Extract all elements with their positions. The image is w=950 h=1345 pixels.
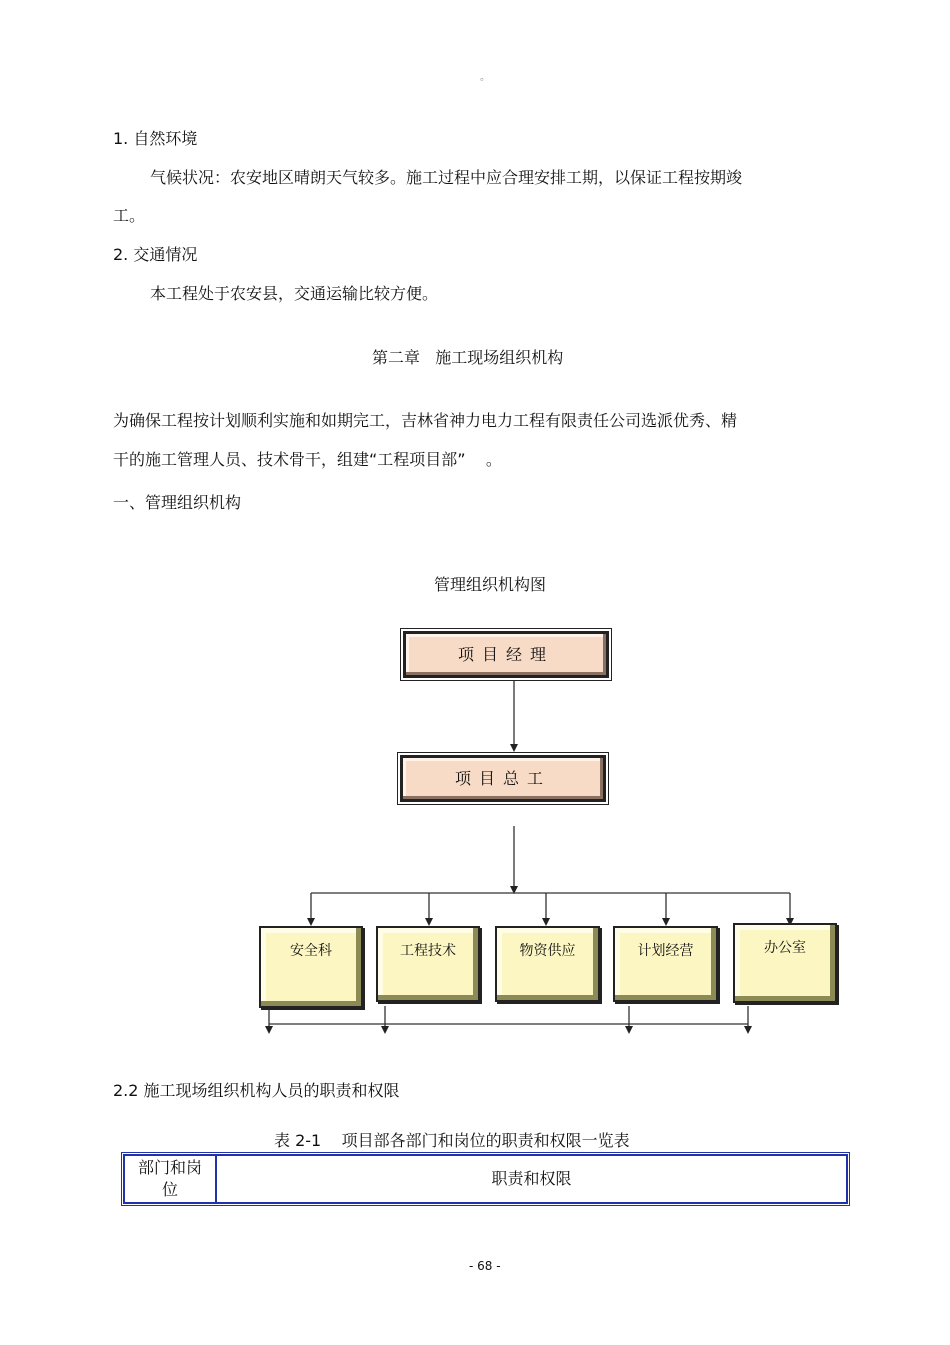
section-1-title: 1. 自然环境: [113, 129, 198, 148]
section-2-2-title: 2.2 施工现场组织机构人员的职责和权限: [113, 1081, 400, 1100]
chapter-intro-line-1: 为确保工程按计划顺利实施和如期完工，吉林省神力电力工程有限责任公司选派优秀、精: [113, 411, 738, 430]
org-box-dept-supply: 物资供应: [495, 926, 600, 1002]
table-header-duties: 职责和权限: [216, 1155, 847, 1203]
table-header-row: [124, 1155, 847, 1203]
page-number: - 68 -: [469, 1259, 501, 1273]
table-caption: 表 2-1 项目部各部门和岗位的职责和权限一览表: [274, 1131, 630, 1150]
org-box-dept-safety: 安全科: [259, 926, 363, 1008]
org-box-dept-office: 办公室: [733, 923, 837, 1003]
header-mark: 。: [480, 72, 490, 83]
table-header-department-line-1: 部门和岗: [137, 1158, 202, 1177]
org-box-chief-engineer: 项目总工: [400, 755, 606, 802]
chapter-title: 第二章 施工现场组织机构: [372, 348, 564, 367]
section-1-paragraph-line-2: 工。: [113, 206, 146, 225]
duties-table: [121, 1152, 850, 1206]
org-box-dept-planning: 计划经营: [613, 926, 718, 1002]
org-chart-title: 管理组织机构图: [434, 575, 547, 594]
section-2-paragraph: 本工程处于农安县，交通运输比较方便。: [150, 284, 439, 303]
subsection-title: 一、管理组织机构: [113, 493, 242, 512]
table-header-department: [124, 1155, 216, 1203]
section-1-paragraph-line-1: 气候状况：农安地区晴朗天气较多。施工过程中应合理安排工期，以保证工程按期竣: [150, 168, 743, 187]
table-header-department-line-2: 位: [161, 1180, 178, 1199]
section-2-title: 2. 交通情况: [113, 245, 198, 264]
org-box-dept-engineering: 工程技术: [376, 926, 480, 1002]
chapter-intro-line-2: 干的施工管理人员、技术骨干，组建“工程项目部” 。: [113, 450, 502, 469]
org-box-project-manager: 项目经理: [403, 631, 609, 678]
